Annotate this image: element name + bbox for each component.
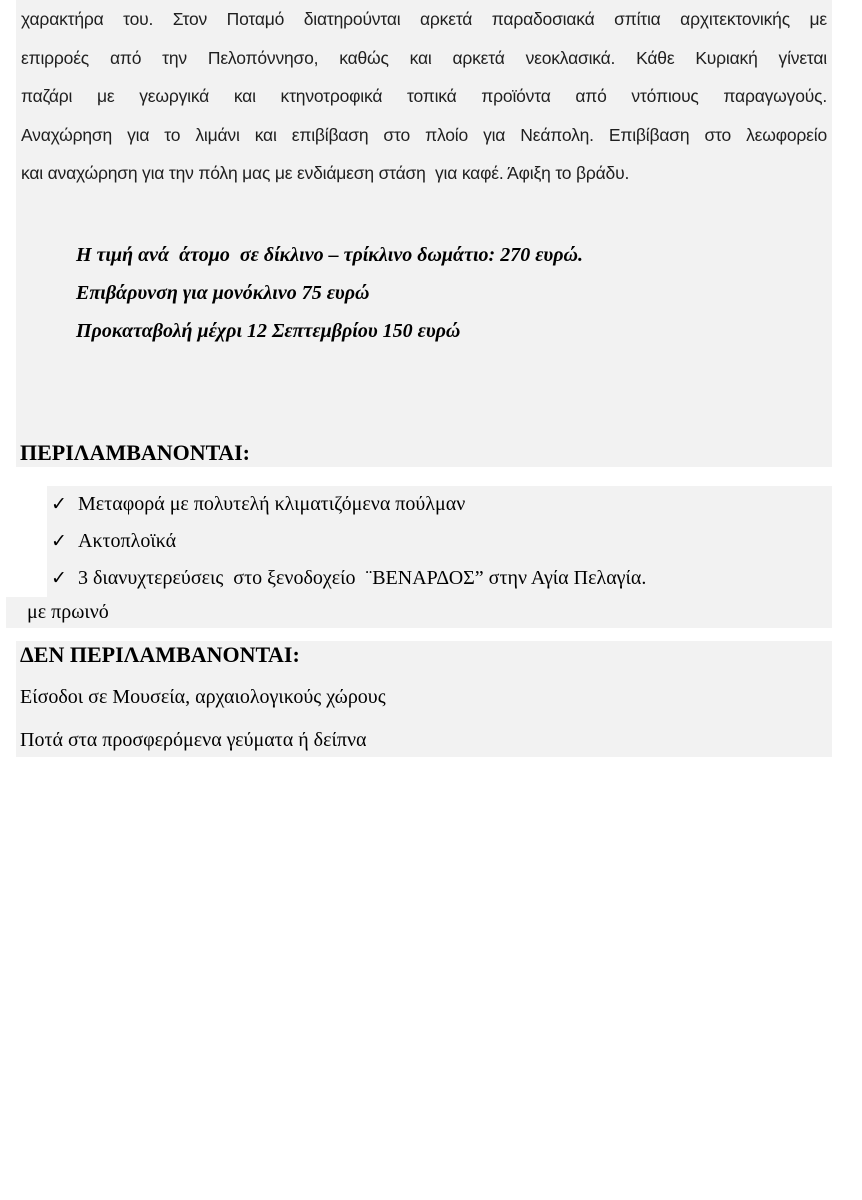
not-included-item: Είσοδοι σε Μουσεία, αρχαιολογικούς χώρους [20,686,386,708]
intro-line: και αναχώρηση για την πόλη μας με ενδιάμεση στάση για καφέ. Άφιξη το βράδυ. [21,163,630,183]
checkmark-icon: ✓ [51,494,67,515]
deposit-line: Προκαταβολή μέχρι 12 Σεπτεμβρίου 150 ευρώ [76,319,461,342]
not-included-section [16,641,832,757]
intro-paragraph [16,0,832,193]
included-heading: ΠΕΡΙΛΑΜΒΑΝΟΝΤΑΙ: [20,439,250,465]
included-item [47,560,832,597]
included-item-text: 3 διανυχτερεύσεις στο ξενοδοχείο ¨ΒΕΝΑΡΔΟΣ” στην Αγία Πελαγία. [78,567,647,589]
breakfast-note-block [6,597,832,628]
single-room-surcharge-line: Επιβάρυνση για μονόκλινο 75 ευρώ [76,281,370,304]
included-item-text: Μεταφορά με πολυτελή κλιματιζόμενα πούλμαν [78,493,466,515]
intro-line: χαρακτήρα του. Στον Ποταμό διατηρούνται αρκετά παραδοσιακά σπίτια αρχιτεκτονικής με [21,9,827,29]
included-list [47,486,832,597]
included-item-text: Ακτοπλοϊκά [78,530,177,552]
not-included-item: Ποτά στα προσφερόμενα γεύματα ή δείπνα [20,729,367,751]
price-per-person-line: Η τιμή ανά άτομο σε δίκλινο – τρίκλινο δωμάτιο: 270 ευρώ. [76,243,583,266]
intro-line: επιρροές από την Πελοπόννησο, καθώς και αρκετά νεοκλασικά. Κάθε Κυριακή γίνεται [21,47,827,68]
pricing-paragraph [16,236,832,350]
not-included-heading: ΔΕΝ ΠΕΡΙΛΑΜΒΑΝΟΝΤΑΙ: [20,642,300,667]
intro-line: παζάρι με γεωργικά και κτηνοτροφικά τοπικά προϊόντα από ντόπιους παραγωγούς. [21,86,827,106]
included-item [47,523,832,560]
intro-pricing-section [16,0,832,467]
breakfast-note: με πρωινό [27,601,109,623]
checkmark-icon: ✓ [51,531,67,552]
intro-line: Αναχώρηση για το λιμάνι και επιβίβαση στο πλοίο για Νεάπολη. Επιβίβαση στο λεωφορείο [21,124,827,145]
included-item [47,486,832,523]
checkmark-icon: ✓ [51,568,67,589]
